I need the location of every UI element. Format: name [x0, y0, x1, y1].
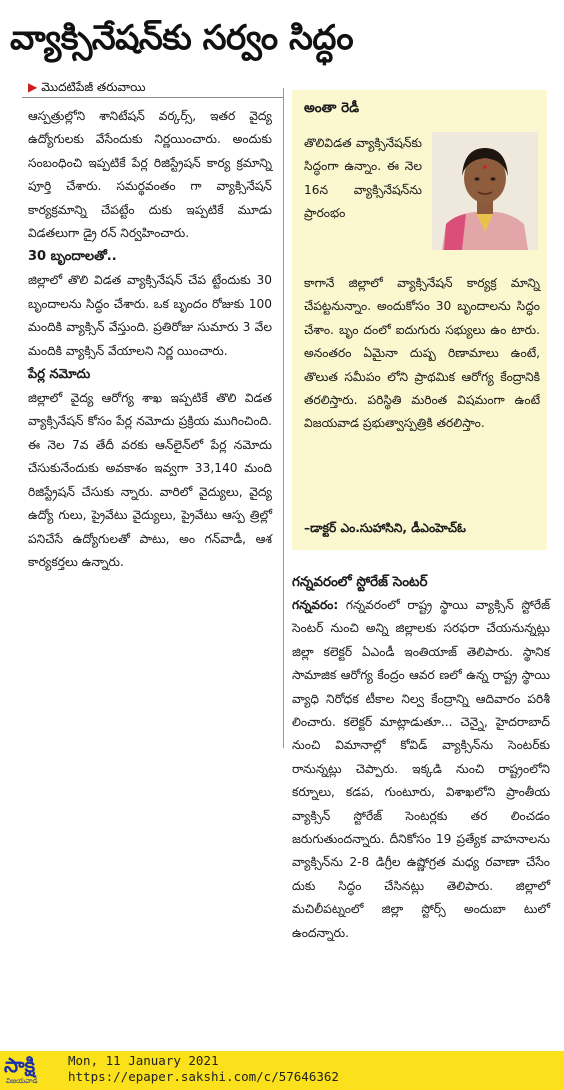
- body-paragraph: ఆస్పత్రుల్లోని శానిటేషన్ వర్కర్స్, ఇతర వైద్య ఉద్యోగులకు వేసేందుకు నిర్ణయించారు. అందుకు సంబంధించి ఇప్పటికే పేర్ల రిజిస్ట్రేషన్ కార్య క్రమాన్ని పూర్తి చేశారు. సమర్థవంతం గా వ్యాక్సినేషన్ కార్యక్రమాన్ని చేపట్టేం దుకు ఇప్పటికే మూడు విడతలుగా డ్రై రన్ నిర్వహించారు.: [28, 109, 272, 241]
- subhead-teams: 30 బృందాలతో..: [28, 249, 117, 265]
- body-paragraph: జిల్లాలో తొలి విడత వ్యాక్సినేషన్ చేప ట్టేందుకు 30 బృందాలను సిద్ధం చేశారు. ఒక బృందం రోజుకు 100 మందికి వ్యాక్సిన్ వేస్తుంది. ప్రతిరోజు సుమారు 3 వేల మందికి వ్యాక్సిన్ వేయాలని నిర్ణ యించారు.: [28, 273, 272, 358]
- portrait-illustration: [432, 132, 538, 250]
- quote-intro: [304, 132, 422, 226]
- right-column: [292, 570, 550, 945]
- column-divider: [283, 88, 284, 748]
- quote-body: [304, 272, 540, 436]
- quote-body-text: కాగానే జిల్లాలో వ్యాక్సినేషన్ కార్యక్ర మాన్ని చేపట్టనున్నాం. అందుకోసం 30 బృందాలను సిద్ధం చేశాం. బృం దంలో ఐదుగురు సభ్యులు ఉం టారు. అనంతరం ఏమైనా దుష్ప రిణామాలు ఉంటే, తొలుత సమీపం లోని ప్రాథమిక ఆరోగ్య కేంద్రానికి తరలిస్తారు. పరిస్థితి మరింత విషమంగా ఉంటే విజయవాడ ప్రభుత్వాస్పత్రికి తరలిస్తాం.: [304, 276, 540, 431]
- sakshi-logo: [4, 1053, 66, 1087]
- epaper-stamp: [68, 1053, 368, 1085]
- quote-box-title: అంతా రెడీ: [304, 100, 360, 116]
- continued-from-front-page: [28, 78, 146, 96]
- quote-signature: –డాక్టర్ ఎం.సుహాసిని, డీఎంహెచ్ఓ: [304, 521, 466, 535]
- logo-wordmark: సాక్షి: [4, 1053, 36, 1077]
- subhead-registration: పేర్ల నమోదు: [28, 367, 91, 383]
- body-paragraph: జిల్లాలో వైద్య ఆరోగ్య శాఖ ఇప్పటికే తొలి విడత వ్యాక్సినేషన్ కోసం పేర్ల నమోదు ప్రక్రియ ముగించింది. ఈ నెల 7వ తేదీ వరకు ఆన్‌లైన్‌లో పేర్ల నమోదు చేసుకునేందుకు అవకాశం ఇవ్వగా 33,140 మంది రిజిస్ట్రేషన్ చేసుకు న్నారు. వారిలో వైద్యులు, వైద్య ఉద్యో గులు, ప్రైవేటు వైద్యులు, ప్రైవేటు ఆస్ప త్రిల్లో పనిచేసే ఉద్యోగులతో పాటు, అం గన్‌వాడీ, ఆశ కార్యకర్తలు ఉన్నారు.: [28, 391, 272, 569]
- body-text: గన్నవరంలో రాష్ట్ర స్థాయి వ్యాక్సిన్ స్టోరేజ్ సెంటర్ నుంచి అన్ని జిల్లాలకు సరఫరా చేయనున్నట్లు జిల్లా కలెక్టర్ ఏఎండీ ఇంతియాజ్ తెలిపారు. స్థానిక సామాజిక ఆరోగ్య కేంద్రం ఆవర ణలో ఉన్న రాష్ట్ర స్థాయి వ్యాధి నిరోధక టీకాల నిల్వ కేంద్రాన్ని ఆదివారం పరిశీ లించారు. కలెక్టర్ మాట్లాడుతూ... చెన్నై, హైదరాబాద్ నుంచి విమానాల్లో కోవిడ్ వ్యాక్సిన్‌ను సెంటర్‌కు రానున్నట్లు చెప్పారు. ఇక్కడి నుంచి రాష్ట్రంలోని కర్నూలు, కడప, గుంటూరు, విశాఖలోని ప్రాంతీయ వ్యాక్సిన్ స్టోరేజ్ సెంటర్లకు తర లించడం జరుగుతుందన్నారు. దీనికోసం 19 ప్రత్యేక వాహనాలను వ్యాక్సిన్‌ను 2-8 డిగ్రీల ఉష్ణోగ్రత మధ్య రవాణా చేసేం దుకు సిద్ధం చేసినట్లు తెలిపారు. జిల్లాలో మచిలీపట్నంలో జిల్లా స్టోర్స్ అందుబా టులో ఉందన్నారు.: [292, 598, 550, 940]
- left-column: [28, 105, 272, 574]
- publication-date: Mon, 11 January 2021: [68, 1053, 219, 1068]
- epaper-url[interactable]: https://epaper.sakshi.com/c/57646362: [68, 1069, 339, 1084]
- quote-intro-text: తొలివిడత వ్యాక్సినేషన్‌కు సిద్ధంగా ఉన్నాం. ఈ నెల 16న వ్యాక్సినేషన్‌ను ప్రారంభం: [304, 136, 422, 221]
- article-headline: వ్యాక్సినేషన్‌కు సర్వం సిద్ధం: [10, 18, 354, 58]
- logo-edition: విజయవాడ: [6, 1077, 38, 1085]
- subhead-storage-center: గన్నవరంలో స్టోరేజ్ సెంటర్: [292, 574, 428, 590]
- triangle-right-icon: ▶: [28, 80, 38, 94]
- continued-label: మొదటిపేజీ తరువాయి: [41, 80, 146, 94]
- official-portrait-photo: [432, 132, 538, 250]
- dateline: గన్నవరం:: [292, 598, 339, 612]
- body-paragraph: [292, 594, 550, 945]
- quote-box: [292, 90, 547, 550]
- divider: [22, 97, 284, 98]
